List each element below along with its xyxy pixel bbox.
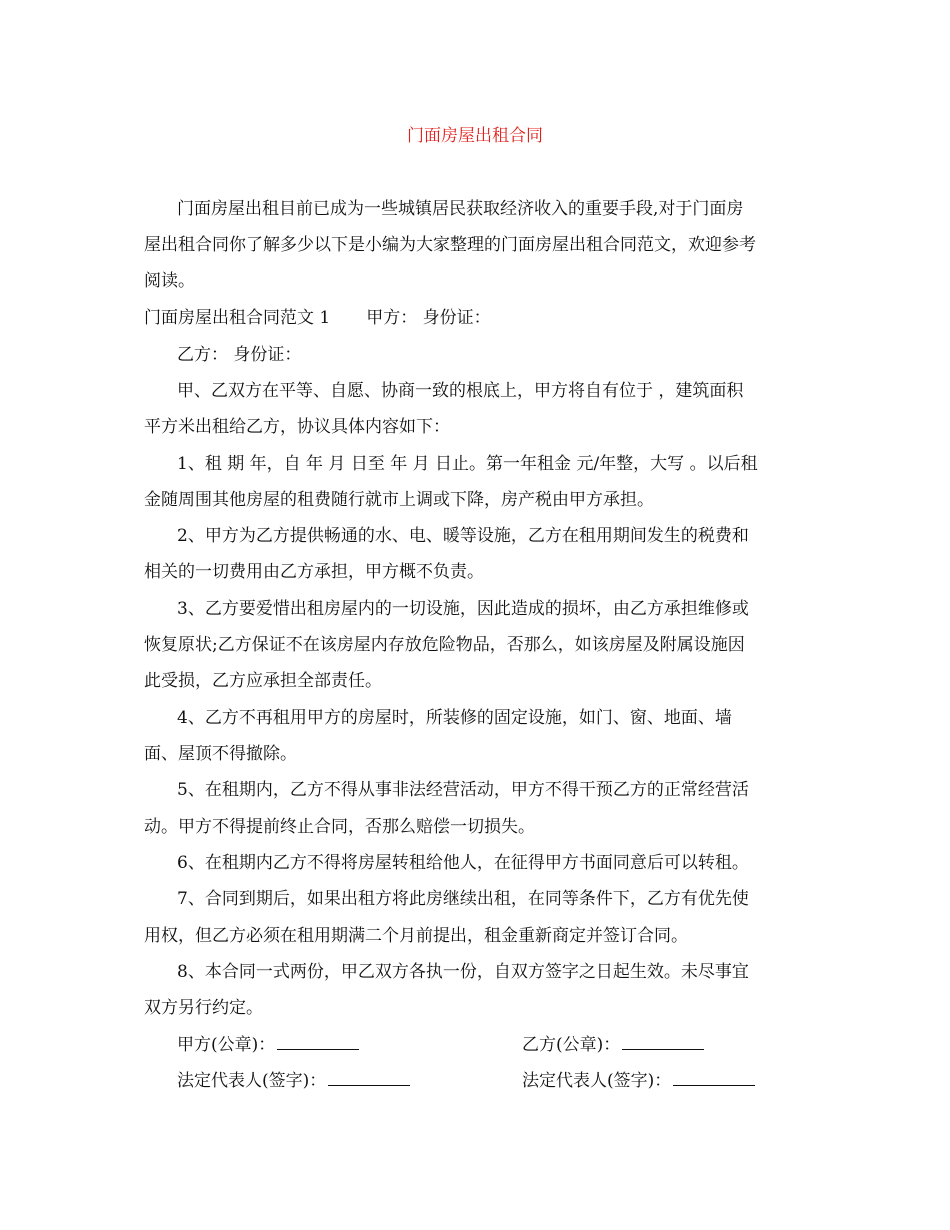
document-title: 门面房屋出租合同	[407, 126, 543, 146]
clause-5-line-1: 5、在租期内，乙方不得从事非法经营活动，甲方不得干预乙方的正常经营活	[177, 780, 749, 800]
party-b-seal-label: 乙方(公章)：	[522, 1035, 621, 1055]
party-b-id-line: 乙方： 身份证：	[177, 345, 302, 365]
clause-3-line-1: 3、乙方要爱惜出租房屋内的一切设施，因此造成的损坏，由乙方承担维修或	[177, 599, 749, 619]
party-b-rep-field	[522, 1069, 755, 1093]
party-a-seal-blank	[277, 1033, 359, 1050]
sample-heading: 门面房屋出租合同范文 1	[144, 308, 331, 328]
clause-7-line-2: 用权，但乙方必须在租用期满二个月前提出，租金重新商定并签订合同。	[144, 926, 688, 946]
clause-5-line-2: 动。甲方不得提前终止合同，否那么赔偿一切损失。	[144, 817, 535, 837]
intro-line-1: 门面房屋出租目前已成为一些城镇居民获取经济收入的重要手段,对于门面房	[177, 199, 744, 219]
party-b-rep-label: 法定代表人(签字)：	[522, 1071, 672, 1091]
clause-8-line-1: 8、本合同一式两份，甲乙双方各执一份，自双方签字之日起生效。未尽事宜	[177, 962, 749, 982]
party-a-rep-blank	[328, 1069, 410, 1086]
sample-heading-row	[144, 306, 814, 330]
clause-6-line-1: 6、在租期内乙方不得将房屋转租给他人，在征得甲方书面同意后可以转租。	[177, 853, 749, 873]
party-b-seal-field	[522, 1033, 704, 1057]
intro-line-2: 屋出租合同你了解多少以下是小编为大家整理的门面房屋出租合同范文，欢迎参考	[144, 235, 756, 255]
clause-4-line-1: 4、乙方不再租用甲方的房屋时，所装修的固定设施，如门、窗、地面、墙	[177, 708, 732, 728]
clause-1-line-1: 1、租 期 年，自 年 月 日至 年 月 日止。第一年租金 元/年整，大写 。以后租	[177, 454, 758, 474]
preamble-line-2: 平方米出租给乙方，协议具体内容如下：	[144, 417, 450, 437]
clause-2-line-1: 2、甲方为乙方提供畅通的水、电、暖等设施，乙方在租用期间发生的税费和	[177, 526, 749, 546]
party-a-seal-field	[177, 1033, 359, 1057]
party-b-seal-blank	[622, 1033, 704, 1050]
clause-7-line-1: 7、合同到期后，如果出租方将此房继续出租，在同等条件下，乙方有优先使	[177, 889, 749, 909]
party-a-id-line: 甲方： 身份证：	[366, 308, 491, 328]
party-b-rep-blank	[673, 1069, 755, 1086]
clause-1-line-2: 金随周围其他房屋的租费随行就市上调或下降，房产税由甲方承担。	[144, 490, 654, 510]
clause-2-line-2: 相关的一切费用由乙方承担，甲方概不负责。	[144, 562, 484, 582]
party-a-rep-label: 法定代表人(签字)：	[177, 1071, 327, 1091]
clause-3-line-3: 此受损，乙方应承担全部责任。	[144, 671, 382, 691]
clause-8-line-2: 双方另行约定。	[144, 998, 263, 1018]
clause-4-line-2: 面、屋顶不得撤除。	[144, 744, 297, 764]
clause-3-line-2: 恢复原状;乙方保证不在该房屋内存放危险物品，否那么，如该房屋及附属设施因	[144, 635, 745, 655]
preamble-line-1: 甲、乙双方在平等、自愿、协商一致的根底上，甲方将自有位于 ，建筑面积	[177, 381, 744, 401]
intro-line-3: 阅读。	[144, 271, 195, 291]
party-a-seal-label: 甲方(公章)：	[177, 1035, 276, 1055]
party-a-rep-field	[177, 1069, 410, 1093]
